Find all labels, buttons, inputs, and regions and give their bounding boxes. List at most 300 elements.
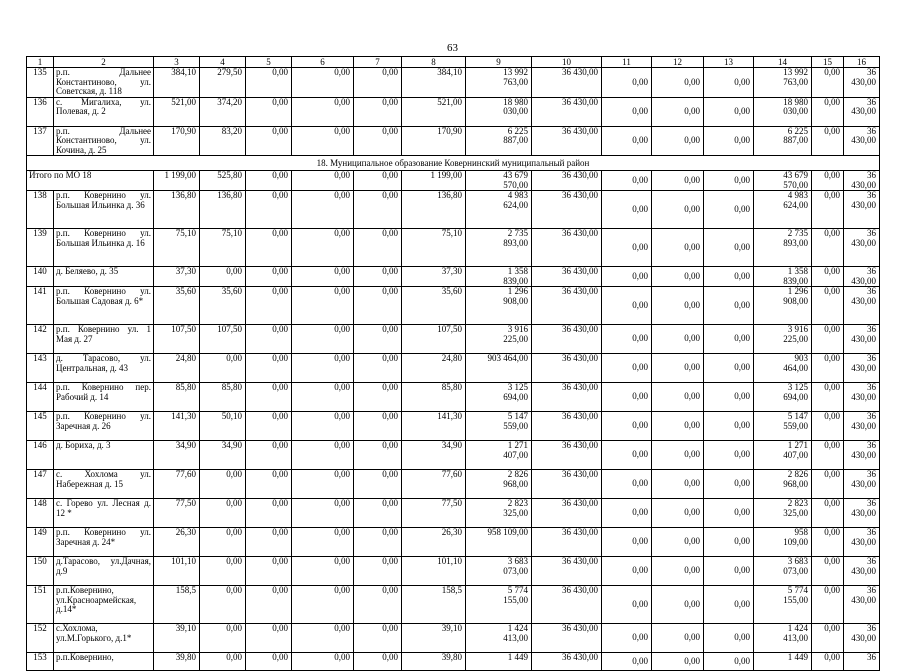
value-c4: 35,60 bbox=[200, 287, 246, 325]
value-c14 bbox=[754, 412, 812, 441]
value-c7: 0,00 bbox=[354, 441, 402, 470]
value-c14-line2: 908,00 bbox=[783, 295, 808, 306]
value-c8: 75,10 bbox=[402, 229, 466, 267]
value-c15: 0,00 bbox=[812, 191, 844, 229]
value-c14 bbox=[754, 68, 812, 98]
value-c9 bbox=[466, 68, 532, 98]
value-c9-line2: 887,00 bbox=[503, 135, 528, 145]
value-c11: 0,00 bbox=[602, 383, 652, 412]
value-c16-line2: 430,00 bbox=[851, 106, 876, 116]
value-c14 bbox=[754, 383, 812, 412]
value-c7: 0,00 bbox=[354, 528, 402, 557]
value-c4: 0,00 bbox=[200, 354, 246, 383]
value-c4: 107,50 bbox=[200, 325, 246, 354]
value-c14-line2: 763,00 bbox=[783, 76, 808, 87]
value-c16-line1: 36 bbox=[867, 97, 876, 107]
value-c9 bbox=[466, 557, 532, 586]
value-c12: 0,00 bbox=[652, 528, 704, 557]
value-c8: 39,80 bbox=[402, 653, 466, 671]
value-c16-line2: 430,00 bbox=[851, 333, 876, 344]
value-c16 bbox=[844, 325, 880, 354]
value-c8: 34,90 bbox=[402, 441, 466, 470]
value-c11: 0,00 bbox=[602, 412, 652, 441]
value-c13: 0,00 bbox=[704, 354, 754, 383]
value-c9 bbox=[466, 171, 532, 191]
value-c11: 0,00 bbox=[602, 287, 652, 325]
table-row bbox=[27, 441, 880, 470]
value-c10: 36 430,00 bbox=[532, 470, 602, 499]
value-c14-line2: 968,00 bbox=[783, 478, 808, 489]
value-c6: 0,00 bbox=[292, 354, 354, 383]
value-c5: 0,00 bbox=[246, 470, 292, 499]
value-c16-line1: 36 bbox=[867, 170, 876, 180]
value-c10: 36 430,00 bbox=[532, 528, 602, 557]
value-c3: 101,10 bbox=[154, 557, 200, 586]
value-c8: 136,80 bbox=[402, 191, 466, 229]
value-c8: 77,50 bbox=[402, 499, 466, 528]
value-c6: 0,00 bbox=[292, 412, 354, 441]
value-c12: 0,00 bbox=[652, 653, 704, 671]
value-c14-line1: 1 296 bbox=[787, 286, 808, 296]
value-c16 bbox=[844, 470, 880, 499]
value-c9 bbox=[466, 412, 532, 441]
header-row bbox=[27, 57, 880, 68]
address-cell: с. Мигалиха, ул. Полевая, д. 2 bbox=[54, 97, 154, 126]
value-c13: 0,00 bbox=[704, 68, 754, 98]
value-c8: 77,60 bbox=[402, 470, 466, 499]
value-c14-line1: 4 983 bbox=[787, 190, 808, 200]
value-c14 bbox=[754, 586, 812, 624]
value-c16-line1: 36 bbox=[867, 67, 876, 77]
value-c14-line1: 2 826 bbox=[787, 469, 808, 479]
value-c12: 0,00 bbox=[652, 97, 704, 126]
value-c15: 0,00 bbox=[812, 412, 844, 441]
value-c9-line1: 6 225 bbox=[507, 126, 528, 136]
value-c14-line2: 839,00 bbox=[783, 275, 808, 286]
value-c11: 0,00 bbox=[602, 499, 652, 528]
value-c13: 0,00 bbox=[704, 287, 754, 325]
value-c9 bbox=[466, 126, 532, 156]
row-number: 150 bbox=[27, 557, 54, 586]
address-cell: д. Беляево, д. 35 bbox=[54, 267, 154, 287]
value-c14-line1: 2 735 bbox=[787, 228, 808, 238]
value-c14-line1: 13 992 bbox=[783, 67, 808, 77]
value-c3: 37,30 bbox=[154, 267, 200, 287]
value-c6: 0,00 bbox=[292, 383, 354, 412]
value-c12: 0,00 bbox=[652, 624, 704, 653]
value-c16-line2: 430,00 bbox=[851, 507, 876, 518]
value-c9-line1: 5 774 bbox=[507, 585, 528, 595]
value-c6: 0,00 bbox=[292, 287, 354, 325]
value-c9 bbox=[466, 267, 532, 287]
value-c4: 83,20 bbox=[200, 126, 246, 156]
value-c14 bbox=[754, 624, 812, 653]
value-c14 bbox=[754, 191, 812, 229]
value-c10: 36 430,00 bbox=[532, 557, 602, 586]
value-c15: 0,00 bbox=[812, 68, 844, 98]
table-row bbox=[27, 287, 880, 325]
value-c16-line2: 430,00 bbox=[851, 237, 876, 248]
value-c4: 85,80 bbox=[200, 383, 246, 412]
value-c14-line1: 1 358 bbox=[787, 266, 808, 276]
value-c9-line1: 1 449 bbox=[507, 652, 528, 662]
value-c11: 0,00 bbox=[602, 470, 652, 499]
value-c14-line2: 073,00 bbox=[783, 565, 808, 576]
value-c3: 77,50 bbox=[154, 499, 200, 528]
value-c16-line1: 36 bbox=[867, 324, 876, 334]
value-c14-line1: 43 679 bbox=[783, 170, 808, 180]
value-c10: 36 430,00 bbox=[532, 229, 602, 267]
value-c12: 0,00 bbox=[652, 499, 704, 528]
value-c9 bbox=[466, 499, 532, 528]
value-c16-line2: 430,00 bbox=[851, 275, 876, 286]
value-c12: 0,00 bbox=[652, 470, 704, 499]
value-c14-line1: 3 916 bbox=[787, 324, 808, 334]
value-c8: 141,30 bbox=[402, 412, 466, 441]
value-c7: 0,00 bbox=[354, 470, 402, 499]
value-c16-line1: 36 bbox=[867, 498, 876, 508]
value-c7: 0,00 bbox=[354, 68, 402, 98]
address-cell: р.п. Ковернино ул. Заречная д. 26 bbox=[54, 412, 154, 441]
value-c5: 0,00 bbox=[246, 499, 292, 528]
value-c9-line2: 624,00 bbox=[503, 199, 528, 210]
value-c5: 0,00 bbox=[246, 171, 292, 191]
value-c15: 0,00 bbox=[812, 624, 844, 653]
value-c9-line1: 2 735 bbox=[507, 228, 528, 238]
value-c14 bbox=[754, 441, 812, 470]
value-c11: 0,00 bbox=[602, 97, 652, 126]
value-c15: 0,00 bbox=[812, 287, 844, 325]
value-c9 bbox=[466, 325, 532, 354]
value-c14-line1: 1 449 bbox=[787, 652, 808, 662]
value-c5: 0,00 bbox=[246, 126, 292, 156]
header-cell: 11 bbox=[602, 57, 652, 68]
table-row bbox=[27, 528, 880, 557]
value-c16 bbox=[844, 412, 880, 441]
value-c15: 0,00 bbox=[812, 470, 844, 499]
value-c14-line1: 6 225 bbox=[787, 126, 808, 136]
value-c3: 39,10 bbox=[154, 624, 200, 653]
value-c15: 0,00 bbox=[812, 267, 844, 287]
value-c16-line1: 36 bbox=[867, 623, 876, 633]
address-cell: с. Горево ул. Лесная д. 12 * bbox=[54, 499, 154, 528]
value-c14-line2: 325,00 bbox=[783, 507, 808, 518]
value-c6: 0,00 bbox=[292, 653, 354, 671]
value-c9-line1: 903 464,00 bbox=[487, 353, 528, 363]
value-c16 bbox=[844, 383, 880, 412]
value-c3: 384,10 bbox=[154, 68, 200, 98]
value-c9 bbox=[466, 528, 532, 557]
value-c5: 0,00 bbox=[246, 653, 292, 671]
value-c6: 0,00 bbox=[292, 171, 354, 191]
value-c11: 0,00 bbox=[602, 267, 652, 287]
row-number: 139 bbox=[27, 229, 54, 267]
value-c16-line1: 36 bbox=[867, 652, 876, 662]
value-c16-line1: 36 bbox=[867, 286, 876, 296]
value-c16-line2: 430,00 bbox=[851, 295, 876, 306]
value-c16-line1: 36 bbox=[867, 190, 876, 200]
value-c15: 0,00 bbox=[812, 441, 844, 470]
value-c16-line2: 430,00 bbox=[851, 199, 876, 210]
value-c8: 521,00 bbox=[402, 97, 466, 126]
value-c4: 0,00 bbox=[200, 624, 246, 653]
value-c4: 34,90 bbox=[200, 441, 246, 470]
value-c5: 0,00 bbox=[246, 191, 292, 229]
address-cell: р.п. Ковернино ул. Большая Садовая д. 6* bbox=[54, 287, 154, 325]
value-c16 bbox=[844, 229, 880, 267]
value-c16 bbox=[844, 586, 880, 624]
value-c7: 0,00 bbox=[354, 499, 402, 528]
value-c16-line1: 36 bbox=[867, 353, 876, 363]
value-c14 bbox=[754, 229, 812, 267]
value-c9-line2: 325,00 bbox=[503, 507, 528, 518]
value-c8: 35,60 bbox=[402, 287, 466, 325]
value-c7: 0,00 bbox=[354, 229, 402, 267]
address-cell: р.п. Ковернино ул. Большая Ильинка д. 36 bbox=[54, 191, 154, 229]
value-c10: 36 430,00 bbox=[532, 441, 602, 470]
value-c11: 0,00 bbox=[602, 126, 652, 156]
value-c14 bbox=[754, 287, 812, 325]
value-c15: 0,00 bbox=[812, 528, 844, 557]
value-c10: 36 430,00 bbox=[532, 624, 602, 653]
value-c3: 1 199,00 bbox=[154, 171, 200, 191]
section-title: 18. Муниципальное образование Ковернинский муниципальный район bbox=[27, 156, 880, 171]
value-c8: 85,80 bbox=[402, 383, 466, 412]
value-c13: 0,00 bbox=[704, 557, 754, 586]
value-c16-line2: 430,00 bbox=[851, 76, 876, 87]
value-c3: 141,30 bbox=[154, 412, 200, 441]
value-c8: 39,10 bbox=[402, 624, 466, 653]
header-cell: 4 bbox=[200, 57, 246, 68]
value-c11: 0,00 bbox=[602, 586, 652, 624]
value-c16-line2: 430,00 bbox=[851, 179, 876, 190]
value-c14 bbox=[754, 528, 812, 557]
value-c15: 0,00 bbox=[812, 499, 844, 528]
value-c10: 36 430,00 bbox=[532, 499, 602, 528]
value-c8: 24,80 bbox=[402, 354, 466, 383]
value-c16-line2: 430,00 bbox=[851, 536, 876, 547]
value-c9-line2: 968,00 bbox=[503, 478, 528, 489]
value-c5: 0,00 bbox=[246, 267, 292, 287]
data-table bbox=[26, 56, 880, 671]
table-row bbox=[27, 354, 880, 383]
table-row bbox=[27, 97, 880, 126]
value-c11: 0,00 bbox=[602, 557, 652, 586]
value-c8: 26,30 bbox=[402, 528, 466, 557]
value-c4: 75,10 bbox=[200, 229, 246, 267]
value-c16 bbox=[844, 499, 880, 528]
value-c6: 0,00 bbox=[292, 557, 354, 586]
value-c16-line1: 36 bbox=[867, 469, 876, 479]
value-c6: 0,00 bbox=[292, 528, 354, 557]
value-c8: 107,50 bbox=[402, 325, 466, 354]
value-c11: 0,00 bbox=[602, 441, 652, 470]
value-c5: 0,00 bbox=[246, 586, 292, 624]
row-number: 153 bbox=[27, 653, 54, 671]
value-c16-line1: 36 bbox=[867, 411, 876, 421]
value-c12: 0,00 bbox=[652, 287, 704, 325]
value-c14-line2: 225,00 bbox=[783, 333, 808, 344]
value-c7: 0,00 bbox=[354, 267, 402, 287]
value-c10: 36 430,00 bbox=[532, 97, 602, 126]
value-c15: 0,00 bbox=[812, 325, 844, 354]
value-c15: 0,00 bbox=[812, 354, 844, 383]
value-c11: 0,00 bbox=[602, 68, 652, 98]
value-c12: 0,00 bbox=[652, 354, 704, 383]
value-c6: 0,00 bbox=[292, 191, 354, 229]
value-c3: 521,00 bbox=[154, 97, 200, 126]
value-c14 bbox=[754, 354, 812, 383]
value-c9-line1: 3 125 bbox=[507, 382, 528, 392]
value-c3: 170,90 bbox=[154, 126, 200, 156]
value-c16-line2: 430,00 bbox=[851, 449, 876, 460]
value-c4: 525,80 bbox=[200, 171, 246, 191]
row-number: 145 bbox=[27, 412, 54, 441]
row-number: 137 bbox=[27, 126, 54, 156]
value-c4: 50,10 bbox=[200, 412, 246, 441]
value-c7: 0,00 bbox=[354, 287, 402, 325]
value-c10: 36 430,00 bbox=[532, 586, 602, 624]
header-cell: 2 bbox=[54, 57, 154, 68]
value-c13: 0,00 bbox=[704, 412, 754, 441]
value-c16-line2: 430,00 bbox=[851, 632, 876, 643]
value-c16 bbox=[844, 528, 880, 557]
total-row bbox=[27, 171, 880, 191]
value-c16 bbox=[844, 191, 880, 229]
value-c14-line2: 694,00 bbox=[783, 391, 808, 402]
value-c13: 0,00 bbox=[704, 499, 754, 528]
table-row bbox=[27, 126, 880, 156]
value-c13: 0,00 bbox=[704, 97, 754, 126]
row-number: 138 bbox=[27, 191, 54, 229]
value-c4: 0,00 bbox=[200, 557, 246, 586]
value-c5: 0,00 bbox=[246, 287, 292, 325]
value-c16-line2: 430,00 bbox=[851, 135, 876, 145]
value-c11: 0,00 bbox=[602, 171, 652, 191]
value-c6: 0,00 bbox=[292, 229, 354, 267]
value-c9 bbox=[466, 287, 532, 325]
value-c14 bbox=[754, 653, 812, 671]
table-row bbox=[27, 267, 880, 287]
value-c9-line2: 694,00 bbox=[503, 391, 528, 402]
value-c8: 37,30 bbox=[402, 267, 466, 287]
value-c14-line1: 3 683 bbox=[787, 556, 808, 566]
header-cell: 7 bbox=[354, 57, 402, 68]
value-c12: 0,00 bbox=[652, 412, 704, 441]
value-c6: 0,00 bbox=[292, 325, 354, 354]
value-c14-line1: 1 424 bbox=[787, 623, 808, 633]
value-c16-line1: 36 bbox=[867, 126, 876, 136]
value-c9-line2: 030,00 bbox=[503, 106, 528, 116]
value-c8: 170,90 bbox=[402, 126, 466, 156]
value-c9-line1: 1 358 bbox=[507, 266, 528, 276]
value-c9-line2: 763,00 bbox=[503, 76, 528, 87]
value-c9 bbox=[466, 586, 532, 624]
value-c14-line1: 18 980 bbox=[783, 97, 808, 107]
value-c15: 0,00 bbox=[812, 586, 844, 624]
value-c14-line2: 155,00 bbox=[783, 594, 808, 605]
value-c15: 0,00 bbox=[812, 126, 844, 156]
value-c6: 0,00 bbox=[292, 441, 354, 470]
value-c8: 384,10 bbox=[402, 68, 466, 98]
address-cell: д.Тарасово, ул.Дачная, д.9 bbox=[54, 557, 154, 586]
value-c15: 0,00 bbox=[812, 557, 844, 586]
value-c9 bbox=[466, 470, 532, 499]
value-c15: 0,00 bbox=[812, 653, 844, 671]
value-c11: 0,00 bbox=[602, 354, 652, 383]
value-c12: 0,00 bbox=[652, 586, 704, 624]
value-c10: 36 430,00 bbox=[532, 126, 602, 156]
value-c4: 374,20 bbox=[200, 97, 246, 126]
value-c9 bbox=[466, 229, 532, 267]
value-c13: 0,00 bbox=[704, 267, 754, 287]
value-c13: 0,00 bbox=[704, 325, 754, 354]
value-c16-line2: 430,00 bbox=[851, 565, 876, 576]
value-c14 bbox=[754, 267, 812, 287]
value-c16-line2: 430,00 bbox=[851, 391, 876, 402]
value-c14 bbox=[754, 557, 812, 586]
value-c9-line2: 407,00 bbox=[503, 449, 528, 460]
value-c9-line1: 18 980 bbox=[503, 97, 528, 107]
header-cell: 15 bbox=[812, 57, 844, 68]
value-c15: 0,00 bbox=[812, 229, 844, 267]
value-c9 bbox=[466, 441, 532, 470]
header-cell: 1 bbox=[27, 57, 54, 68]
row-number: 147 bbox=[27, 470, 54, 499]
value-c16-line2: 430,00 bbox=[851, 594, 876, 605]
value-c15: 0,00 bbox=[812, 383, 844, 412]
value-c3: 75,10 bbox=[154, 229, 200, 267]
value-c13: 0,00 bbox=[704, 171, 754, 191]
row-number: 148 bbox=[27, 499, 54, 528]
header-cell: 13 bbox=[704, 57, 754, 68]
value-c9-line1: 1 271 bbox=[507, 440, 528, 450]
row-number: 140 bbox=[27, 267, 54, 287]
address-cell: р.п.Ковернино, bbox=[54, 653, 154, 671]
address-cell: р.п.Ковернино, ул.Красноармейская, д.14* bbox=[54, 586, 154, 624]
value-c13: 0,00 bbox=[704, 441, 754, 470]
value-c13: 0,00 bbox=[704, 586, 754, 624]
table-row bbox=[27, 470, 880, 499]
value-c7: 0,00 bbox=[354, 171, 402, 191]
value-c9-line2: 839,00 bbox=[503, 275, 528, 286]
value-c7: 0,00 bbox=[354, 354, 402, 383]
table-row bbox=[27, 229, 880, 267]
value-c4: 279,50 bbox=[200, 68, 246, 98]
value-c4: 0,00 bbox=[200, 586, 246, 624]
value-c9 bbox=[466, 624, 532, 653]
value-c14-line2: 624,00 bbox=[783, 199, 808, 210]
table-row bbox=[27, 383, 880, 412]
value-c9-line2: 073,00 bbox=[503, 565, 528, 576]
table-row bbox=[27, 191, 880, 229]
header-cell: 9 bbox=[466, 57, 532, 68]
value-c7: 0,00 bbox=[354, 624, 402, 653]
address-cell: р.п. Ковернино ул. Заречная д. 24* bbox=[54, 528, 154, 557]
value-c4: 0,00 bbox=[200, 470, 246, 499]
value-c16-line2: 430,00 bbox=[851, 362, 876, 373]
value-c12: 0,00 bbox=[652, 325, 704, 354]
value-c5: 0,00 bbox=[246, 528, 292, 557]
value-c9-line1: 958 109,00 bbox=[487, 527, 528, 537]
value-c9 bbox=[466, 191, 532, 229]
value-c16-line2: 430,00 bbox=[851, 478, 876, 489]
value-c14 bbox=[754, 171, 812, 191]
value-c9 bbox=[466, 97, 532, 126]
value-c3: 85,80 bbox=[154, 383, 200, 412]
value-c16 bbox=[844, 354, 880, 383]
value-c12: 0,00 bbox=[652, 229, 704, 267]
